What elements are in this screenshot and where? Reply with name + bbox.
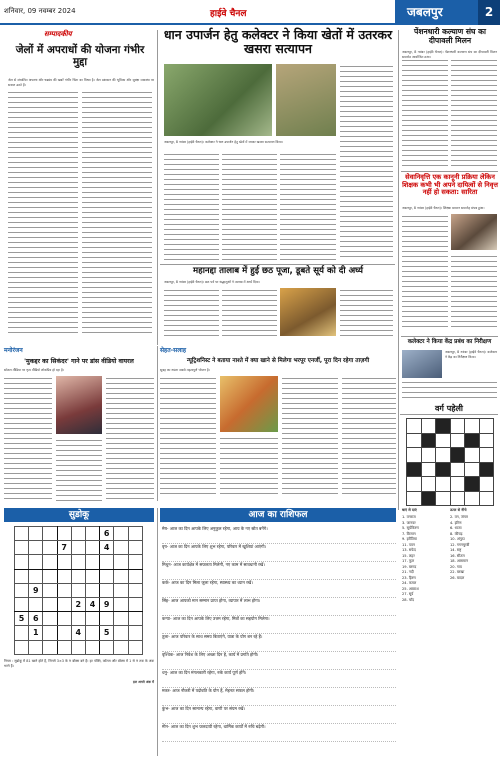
sudoku-cell[interactable]	[114, 626, 128, 640]
sudoku-cell[interactable]	[29, 541, 43, 555]
film-body: सोशल मीडिया पर नृत्य वीडियो लोकप्रिय हो रहा है।	[4, 368, 64, 372]
sudoku-cell[interactable]	[71, 612, 85, 626]
pension-text-1	[402, 58, 448, 168]
lead-text-1	[164, 152, 219, 260]
crossword-clue: 16. सीतल	[450, 553, 465, 558]
sudoku-cell[interactable]	[57, 626, 71, 640]
film-text-1	[4, 376, 52, 502]
collector-body: जबलपुर, 8 नवंबर (हाईवे चैनल)। कलेक्टर ने केंद्र का निरीक्षण किया।	[445, 350, 497, 360]
sudoku-cell[interactable]: 7	[57, 541, 71, 555]
editorial-body: जेल से संचालित अपराध और षड्यंत्र की खबरें गंभीर चिंता का विषय है। जेल प्रशासन की भूमिका और सुरक्षा व्यवस्था पर सवाल उठते हैं।	[8, 78, 154, 88]
lead-story	[160, 28, 395, 338]
collector-text	[402, 380, 497, 400]
sudoku-cell[interactable]: 4	[85, 597, 99, 611]
crossword-clue: 9. हरीतिमा	[402, 537, 417, 541]
crossword-title: वर्ग पहेली	[400, 402, 498, 415]
teacher-photo	[451, 214, 497, 250]
sudoku-cell[interactable]	[85, 541, 99, 555]
health-section	[160, 346, 396, 506]
sudoku-grid[interactable]	[14, 526, 143, 655]
crossword-clue: 13. सफेद	[402, 548, 416, 552]
sudoku-cell[interactable]	[128, 555, 142, 569]
lead-text-2	[222, 152, 277, 260]
sudoku-cell[interactable]	[29, 569, 43, 583]
rashifal-item: कर्क- आज का दिन मिला जुला रहेगा, स्वास्थ्य का ध्यान रखें।	[162, 580, 396, 598]
down-clues	[450, 515, 496, 753]
sudoku-cell[interactable]	[43, 626, 57, 640]
sudoku-cell[interactable]	[57, 640, 71, 654]
film-headline: 'मुकद्दर का सिकंदर' गाने पर डांस वीडियो वायरल	[24, 358, 134, 365]
crossword-clue: 23. हिरण	[402, 575, 416, 580]
crossword-clue: 7. किसान	[402, 531, 416, 536]
crossword-clue: 11. पवन	[402, 542, 415, 547]
health-photo	[220, 376, 278, 432]
health-text-4	[342, 376, 396, 498]
collector-headline: कलेक्टर ने किया केंद्र प्रबंध का निरीक्षण	[407, 339, 492, 345]
crossword-clues	[400, 508, 498, 754]
sudoku-cell[interactable]	[43, 541, 57, 555]
sudoku-cell[interactable]	[128, 597, 142, 611]
rashifal-item: कन्या- आज का दिन आपके लिए उत्तम रहेगा, मित्रों का सहयोग मिलेगा।	[162, 616, 396, 634]
sudoku-cell[interactable]: 4	[71, 626, 85, 640]
sudoku-cell[interactable]	[15, 555, 29, 569]
sudoku-cell[interactable]	[85, 612, 99, 626]
lead-photo	[164, 64, 272, 136]
sudoku-cell[interactable]	[114, 597, 128, 611]
rashifal-title: आज का राशिफल	[160, 508, 396, 522]
sudoku-cell[interactable]	[85, 626, 99, 640]
sudoku-cell[interactable]	[114, 569, 128, 583]
rashifal-item: वृष- आज का दिन आपके लिए शुभ रहेगा, परिवार में खुशियां आएंगी।	[162, 544, 396, 562]
health-text-2	[220, 436, 278, 498]
sudoku-cell[interactable]	[85, 640, 99, 654]
film-text-2	[56, 438, 102, 502]
sudoku-cell[interactable]	[128, 626, 142, 640]
chhath-text-3	[340, 288, 393, 336]
sudoku-cell[interactable]	[114, 555, 128, 569]
column-divider-2	[398, 30, 399, 510]
sudoku-cell[interactable]	[100, 583, 114, 597]
crossword-clue: 2. वन, जंगल	[450, 515, 468, 519]
sudoku-cell[interactable]	[128, 640, 142, 654]
editorial-text-block	[8, 90, 78, 335]
rashifal-section	[160, 508, 396, 754]
crossword-grid[interactable]	[406, 418, 494, 506]
sudoku-cell[interactable]	[85, 583, 99, 597]
pension-text-2	[451, 58, 497, 168]
rashifal-item: वृश्चिक- आज निवेश के लिए अच्छा दिन है, कार्य में प्रगति होगी।	[162, 652, 396, 670]
sudoku-cell[interactable]	[57, 583, 71, 597]
sudoku-cell[interactable]	[128, 527, 142, 541]
sudoku-cell[interactable]	[29, 527, 43, 541]
sudoku-cell[interactable]	[15, 640, 29, 654]
rashifal-item: मीन- आज का दिन शुभ फलदायी रहेगा, धार्मिक कार्यों में रुचि बढ़ेगी।	[162, 724, 396, 742]
sudoku-cell[interactable]	[100, 555, 114, 569]
crossword-clue: 21. नदी	[402, 570, 414, 574]
crossword-clue: 22. बरखा	[450, 570, 465, 574]
sudoku-cell[interactable]	[114, 640, 128, 654]
crossword-clue: 24. कमल	[402, 581, 417, 585]
crossword-clue: 26. बादल	[450, 575, 465, 580]
editorial-text-block-2	[82, 90, 152, 335]
column-divider-3	[157, 346, 158, 501]
rashifal-item: मिथुन- आज कार्यक्षेत्र में सफलता मिलेगी, नए काम में सावधानी रखें।	[162, 562, 396, 580]
sudoku-cell[interactable]	[57, 527, 71, 541]
sudoku-cell[interactable]	[29, 555, 43, 569]
sudoku-cell[interactable]	[43, 640, 57, 654]
sudoku-cell[interactable]	[128, 541, 142, 555]
rashifal-item: सिंह- आज आपको मान सम्मान प्राप्त होगा, व्यापार में लाभ होगा।	[162, 598, 396, 616]
sudoku-cell[interactable]	[15, 541, 29, 555]
sudoku-cell[interactable]	[57, 597, 71, 611]
issue-date: शनिवार, 09 नवम्बर 2024	[4, 7, 76, 15]
chhath-text-2	[222, 288, 277, 336]
column-divider-4	[157, 508, 158, 756]
sudoku-cell[interactable]	[114, 527, 128, 541]
sudoku-cell[interactable]	[15, 597, 29, 611]
sudoku-cell[interactable]	[43, 612, 57, 626]
brand-name: हाईवे चैनल	[210, 9, 247, 19]
page-number: 2	[478, 0, 500, 25]
sudoku-cell[interactable]	[71, 640, 85, 654]
sudoku-cell[interactable]	[15, 569, 29, 583]
column-divider	[157, 30, 158, 345]
sudoku-cell[interactable]	[100, 569, 114, 583]
sudoku-cell[interactable]	[43, 583, 57, 597]
sudoku-cell[interactable]: 4	[100, 541, 114, 555]
across-clues	[402, 515, 448, 753]
lead-photo-2	[276, 64, 336, 136]
teacher-headline: सेवानिवृत्ति एक कानूनी प्रक्रिया लेकिन शिक्षक कभी भी अपने दायित्वों से निवृत्त नहीं हो सकता: सारिता	[402, 173, 498, 197]
crossword-clue: 18. आसमान	[450, 559, 469, 563]
sudoku-section	[4, 508, 154, 754]
rashifal-item: धनु- आज का दिन मंगलकारी रहेगा, रुके कार्य पूर्ण होंगे।	[162, 670, 396, 688]
sudoku-cell[interactable]: 2	[71, 597, 85, 611]
crossword-clue: 4. हरिण	[450, 520, 462, 525]
sudoku-cell[interactable]	[15, 626, 29, 640]
sudoku-cell[interactable]	[71, 583, 85, 597]
story-divider	[160, 264, 395, 265]
rashifal-list	[162, 526, 396, 752]
health-text-3	[282, 376, 338, 498]
crossword-clue: 10. अंगूठा	[450, 537, 465, 541]
sudoku-cell[interactable]	[128, 583, 142, 597]
film-text-3	[106, 376, 154, 502]
crossword-clue: 15. लहर	[402, 553, 415, 558]
sudoku-cell[interactable]: 5	[15, 612, 29, 626]
crossword-clue: 20. गाय	[450, 564, 462, 569]
lead-text-3	[280, 152, 336, 260]
sudoku-cell[interactable]: 9	[100, 597, 114, 611]
right-divider	[401, 171, 498, 172]
crossword-clue: 1. वनराज	[402, 515, 416, 519]
down-title: ऊपर से नीचे	[450, 508, 467, 512]
lead-text-4	[340, 64, 393, 260]
sudoku-footer: हल अगले अंक में	[132, 680, 154, 684]
pension-body: जबलपुर, 8 नवंबर (हाईवे चैनल)। पेंशनधारी कल्याण संघ का दीपावली मिलन	[402, 50, 497, 54]
film-tag: मनोरंजन	[4, 346, 154, 356]
editorial-section	[4, 30, 154, 340]
health-text-1	[160, 376, 216, 498]
sudoku-cell[interactable]	[15, 583, 29, 597]
crossword-clue: 25. आकाश	[402, 586, 419, 591]
rashifal-item: मेष- आज का दिन आपके लिए अनुकूल रहेगा, आय के नए स्रोत बनेंगे।	[162, 526, 396, 544]
crossword-clue: 12. गगनचुम्बी	[450, 542, 470, 547]
sudoku-cell[interactable]	[43, 555, 57, 569]
teacher-body: जबलपुर, 8 नवंबर (हाईवे चैनल)। शिक्षक सम्मान समारोह संपन्न हुआ।	[402, 206, 485, 210]
sudoku-cell[interactable]	[71, 569, 85, 583]
sudoku-cell[interactable]: 5	[100, 626, 114, 640]
sudoku-cell[interactable]	[43, 569, 57, 583]
sudoku-cell[interactable]: 9	[29, 583, 43, 597]
crossword-clue: 19. बरगद	[402, 564, 417, 569]
crossword-clue: 6. ध्वजा	[450, 526, 462, 530]
sudoku-cell[interactable]	[128, 569, 142, 583]
city-banner: जबलपुर	[395, 0, 500, 25]
sudoku-cell[interactable]	[85, 569, 99, 583]
sudoku-cell[interactable]	[85, 555, 99, 569]
sudoku-cell[interactable]: 6	[29, 612, 43, 626]
sudoku-rules: नियम : सुडोकू में 81 खाने होते हैं, जिनमें 3×3 के 9 बॉक्स बने हैं। हर पंक्ति, कॉलम और बॉक्स में 1 से 9 तक के अंक भरने हैं।	[4, 659, 154, 669]
sudoku-cell[interactable]	[43, 527, 57, 541]
lead-body: जबलपुर, 8 नवंबर (हाईवे चैनल)। कलेक्टर ने धान उपार्जन हेतु खेतों में जाकर खसरा सत्यापन किया।	[164, 140, 283, 144]
editorial-tag: सम्पादकीय	[44, 30, 72, 38]
sudoku-cell[interactable]	[71, 541, 85, 555]
health-headline: न्यूट्रिशनिस्ट ने बताया नाश्ते में क्या खाने से मिलेगा भरपूर एनर्जी, पूरा दिन रहेगा ताज़गी	[186, 358, 370, 364]
sudoku-cell[interactable]	[114, 612, 128, 626]
sudoku-cell[interactable]	[29, 640, 43, 654]
sudoku-cell[interactable]	[85, 527, 99, 541]
teacher-text-2	[451, 254, 497, 329]
sudoku-cell[interactable]	[43, 597, 57, 611]
crossword-clue: 28. चाँद	[402, 597, 414, 602]
sudoku-cell[interactable]	[114, 583, 128, 597]
sudoku-cell[interactable]: 1	[29, 626, 43, 640]
sudoku-cell[interactable]	[114, 541, 128, 555]
masthead	[0, 0, 500, 25]
chhath-photo	[280, 288, 336, 336]
teacher-text-1	[402, 214, 448, 329]
crossword-clue: 14. राष्ट्र	[450, 548, 462, 552]
sudoku-cell[interactable]	[57, 555, 71, 569]
sudoku-cell[interactable]	[100, 612, 114, 626]
sudoku-cell[interactable]	[71, 555, 85, 569]
health-body: सुबह का नाश्ता सबसे महत्वपूर्ण भोजन है।	[160, 368, 210, 372]
lead-headline: धान उपार्जन हेतु कलेक्टर ने किया खेतों में उतरकर खसरा सत्यापन	[163, 27, 393, 57]
rashifal-item: तुला- आज परिवार के साथ समय बिताएंगे, यात्रा के योग बन रहे हैं।	[162, 634, 396, 652]
sudoku-title: सुडोकू	[4, 508, 154, 522]
collector-photo	[402, 350, 442, 378]
sudoku-cell[interactable]	[100, 640, 114, 654]
sudoku-cell[interactable]	[71, 527, 85, 541]
film-photo	[56, 376, 102, 434]
crossword-clue: 8. कीचड़	[450, 531, 463, 536]
crossword-clue: 3. जानवर	[402, 520, 416, 525]
health-tag: सेहत-सलाह	[160, 346, 396, 356]
right-column	[401, 28, 498, 368]
sudoku-cell[interactable]	[57, 569, 71, 583]
collector-divider	[401, 336, 498, 337]
crossword-clue: 17. फूल	[402, 559, 415, 563]
crossword-clue: 27. सूर्य	[402, 592, 414, 596]
sudoku-cell[interactable]	[57, 612, 71, 626]
pension-headline: पेंशनधारी कल्याण संघ का दीपावली मिलन	[414, 27, 486, 45]
across-title: बाएं से दाएं	[402, 508, 417, 512]
chhath-text-1	[164, 288, 219, 336]
rashifal-item: कुंभ- आज का दिन सामान्य रहेगा, वाणी पर संयम रखें।	[162, 706, 396, 724]
sudoku-cell[interactable]	[29, 597, 43, 611]
editorial-headline: जेलों में अपराधों की योजना गंभीर मुद्दा	[15, 44, 145, 69]
sudoku-cell[interactable]	[128, 612, 142, 626]
rashifal-item: मकर- आज नौकरी में पदोन्नति के योग हैं, मेहनत सफल होगी।	[162, 688, 396, 706]
sudoku-cell[interactable]	[15, 527, 29, 541]
sudoku-cell[interactable]: 6	[100, 527, 114, 541]
chhath-body: जबलपुर, 8 नवंबर (हाईवे चैनल)। छठ पर्व पर श्रद्धालुओं ने तालाब में अर्घ्य दिया।	[164, 280, 260, 284]
crossword-clue: 5. सूर्यकिरण	[402, 526, 419, 530]
chhath-headline: महानद्दा तालाब में हुई छठ पूजा, डूबते सूर्य को दी अर्घ्य	[193, 266, 363, 276]
